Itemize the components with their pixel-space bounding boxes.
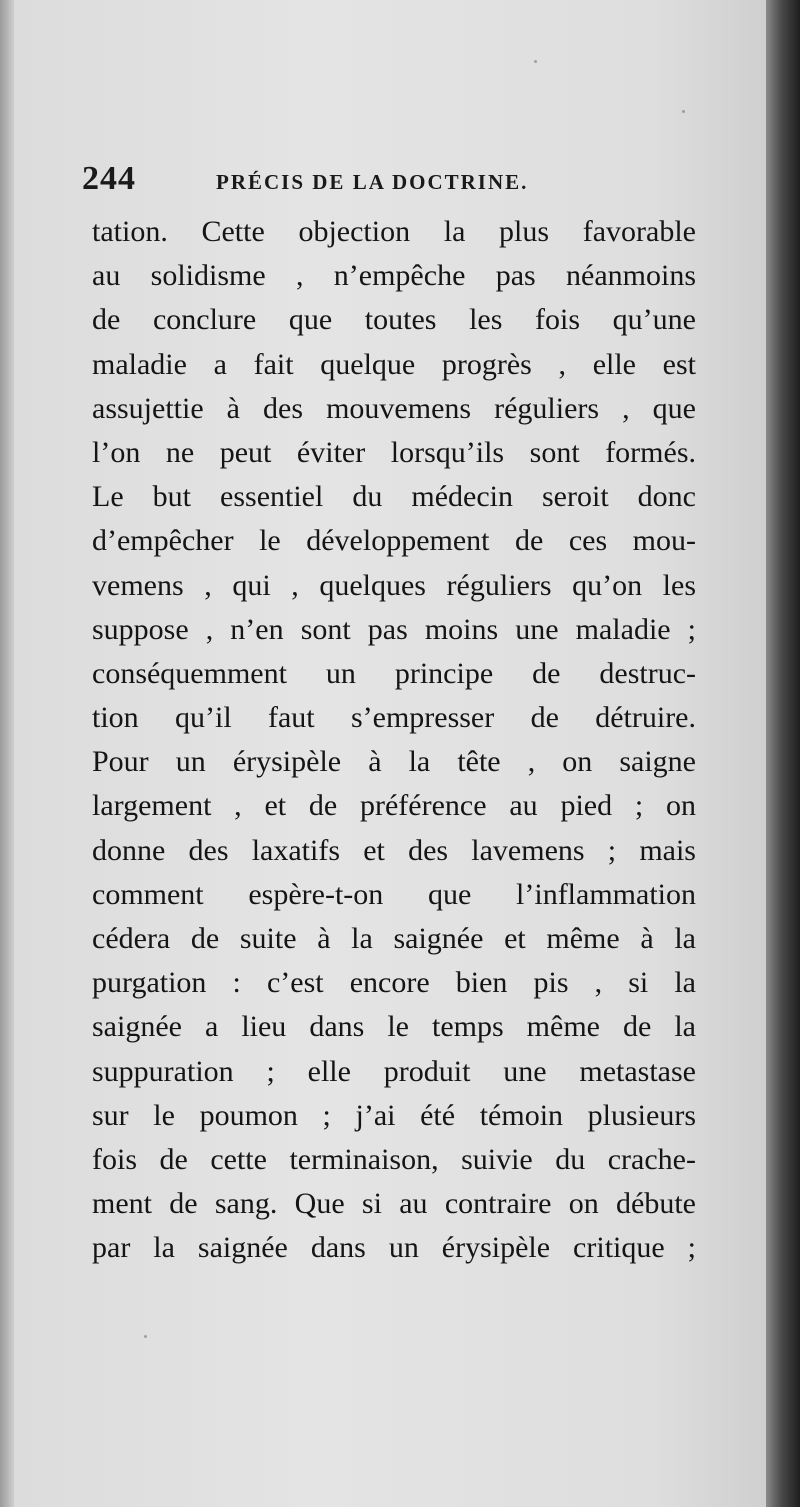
text-line: ment de sang. Que si au contraire on débute [92, 1187, 696, 1221]
body-text [92, 210, 696, 1271]
text-line: purgation : c’est encore bien pis , si la [92, 966, 696, 1000]
text-line: tion qu’il faut s’empresser de détruire. [92, 701, 696, 735]
text-line: de conclure que toutes les fois qu’une [92, 303, 696, 337]
text-line: tation. Cette objection la plus favorable [92, 215, 696, 248]
text-line: Pour un érysipèle à la tête , on saigne [92, 745, 696, 779]
text-line: largement , et de préférence au pied ; on [92, 789, 696, 823]
text-line: suppuration ; elle produit une metastase [92, 1054, 696, 1088]
page-gutter-shadow [766, 0, 800, 1507]
text-line: d’empêcher le développement de ces mou- [92, 524, 696, 558]
text-line: au solidisme , n’empêche pas néanmoins [92, 259, 696, 293]
text-line: saignée a lieu dans le temps même de la [92, 1010, 696, 1044]
running-head [82, 160, 682, 200]
text-line: par la saignée dans un érysipèle critique ; [92, 1231, 696, 1265]
text-line: l’on ne peut éviter lorsqu’ils sont formés. [92, 435, 696, 469]
text-line: comment espère-t-on que l’inflammation [92, 877, 696, 911]
text-line: suppose , n’en sont pas moins une maladie ; [92, 612, 696, 646]
text-line: cédera de suite à la saignée et même à la [92, 922, 696, 955]
text-line: Le but essentiel du médecin seroit donc [92, 480, 696, 514]
text-line: maladie a fait quelque progrès , elle est [92, 347, 696, 381]
text-line: assujettie à des mouvemens réguliers , que [92, 391, 696, 425]
text-line: sur le poumon ; j’ai été témoin plusieurs [92, 1098, 696, 1132]
running-title: PRÉCIS DE LA DOCTRINE. [216, 170, 529, 194]
paper-speck [534, 60, 537, 63]
paper-speck [682, 110, 685, 113]
page-number: 244 [82, 160, 136, 197]
text-line: conséquemment un principe de destruc- [92, 656, 696, 690]
paper-speck [144, 1335, 147, 1338]
text-line: donne des laxatifs et des lavemens ; mais [92, 833, 696, 867]
page-left-margin [0, 0, 14, 1507]
text-line: vemens , qui , quelques réguliers qu’on les [92, 568, 696, 602]
text-line: fois de cette terminaison, suivie du crache- [92, 1142, 696, 1176]
